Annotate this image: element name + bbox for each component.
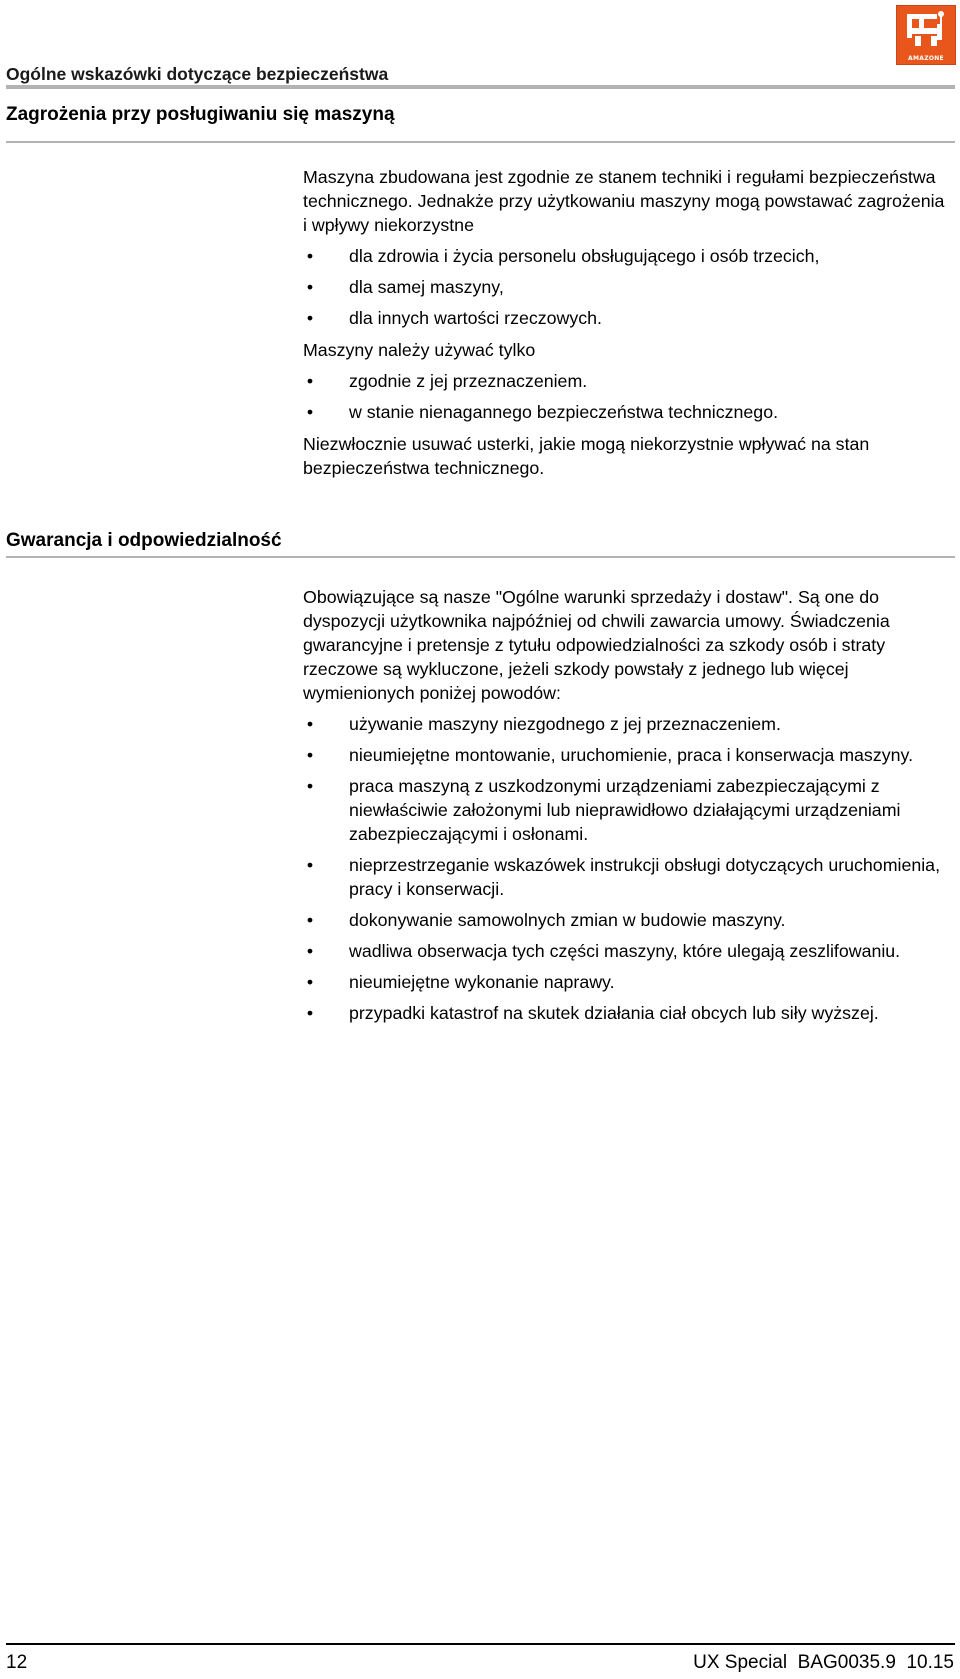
logo-brand-text: AMAZONE <box>908 55 944 62</box>
header-title: Ogólne wskazówki dotyczące bezpieczeństwa <box>6 64 389 84</box>
list-item: • nieprzestrzeganie wskazówek instrukcji obsługi dotyczących uruchomienia, pracy i konserwacji. <box>303 853 953 901</box>
list-item: • dokonywanie samowolnych zmian w budowie maszyny. <box>303 908 953 932</box>
section-warranty-body <box>303 585 953 1025</box>
list-item: • przypadki katastrof na skutek działania ciał obcych lub siły wyższej. <box>303 1001 953 1025</box>
bullet-icon: • <box>306 402 314 422</box>
bullet-icon: • <box>306 308 314 328</box>
list-item: • nieumiejętne wykonanie naprawy. <box>303 970 953 994</box>
bullet-icon: • <box>306 246 314 266</box>
warranty-list <box>303 712 953 1025</box>
list-item: • zgodnie z jej przeznaczeniem. <box>303 369 953 393</box>
usage-list <box>303 369 953 424</box>
page-number: 12 <box>6 1652 28 1673</box>
amazone-logo <box>896 5 956 65</box>
hazards-list <box>303 244 953 330</box>
document-id: UX Special BAG0035.9 10.15 <box>693 1652 954 1673</box>
bullet-icon: • <box>306 371 314 391</box>
header-divider <box>6 85 955 89</box>
bullet-icon: • <box>306 910 314 930</box>
section-divider <box>6 556 955 558</box>
bullet-icon: • <box>306 745 314 765</box>
usage-intro: Maszyny należy używać tylko <box>303 340 536 360</box>
section-divider <box>6 141 955 143</box>
list-item: • w stanie nienagannego bezpieczeństwa technicznego. <box>303 400 953 424</box>
warranty-intro: Obowiązujące są nasze "Ogólne warunki sprzedaży i dostaw". Są one do dyspozycji użytkownika najpóźniej od chwili zawarcia umowy. Świadczenia gwarancyjne i pretensje z tytułu odpowiedzialności za szkody osób i straty rzeczowe są wykluczone, jeżeli szkody powstały z jednego lub więcej wymienionych poniżej powodów: <box>303 587 890 703</box>
bullet-icon: • <box>306 776 314 796</box>
list-item: • nieumiejętne montowanie, uruchomienie, praca i konserwacja maszyny. <box>303 743 953 767</box>
bullet-icon: • <box>306 855 314 875</box>
section-hazards-body <box>303 165 953 480</box>
list-item: • dla innych wartości rzeczowych. <box>303 306 953 330</box>
bullet-icon: • <box>306 277 314 297</box>
tractor-spreader-icon <box>897 6 955 54</box>
bullet-icon: • <box>306 1003 314 1023</box>
list-item: • praca maszyną z uszkodzonymi urządzeniami zabezpieczającymi z niewłaściwie założonymi lub nieprawidłowo działającymi urządzeniami zabezpieczającymi i osłonami. <box>303 774 953 846</box>
section-title-warranty: Gwarancja i odpowiedzialność <box>6 530 282 551</box>
list-item: • wadliwa obserwacja tych części maszyny, które ulegają zeszlifowaniu. <box>303 939 953 963</box>
list-item: • dla samej maszyny, <box>303 275 953 299</box>
bullet-icon: • <box>306 941 314 961</box>
section-title-hazards: Zagrożenia przy posługiwaniu się maszyną <box>6 104 395 125</box>
list-item: • dla zdrowia i życia personelu obsługującego i osób trzecich, <box>303 244 953 268</box>
bullet-icon: • <box>306 972 314 992</box>
bullet-icon: • <box>306 714 314 734</box>
footer-divider <box>6 1643 955 1645</box>
hazards-intro: Maszyna zbudowana jest zgodnie ze stanem techniki i regułami bezpieczeństwa technicznego. Jednakże przy użytkowaniu maszyny mogą powstawać zagrożenia i wpływy niekorzystne <box>303 167 945 235</box>
list-item: • używanie maszyny niezgodnego z jej przeznaczeniem. <box>303 712 953 736</box>
hazards-outro: Niezwłocznie usuwać usterki, jakie mogą niekorzystnie wpływać na stan bezpieczeństwa technicznego. <box>303 434 870 478</box>
